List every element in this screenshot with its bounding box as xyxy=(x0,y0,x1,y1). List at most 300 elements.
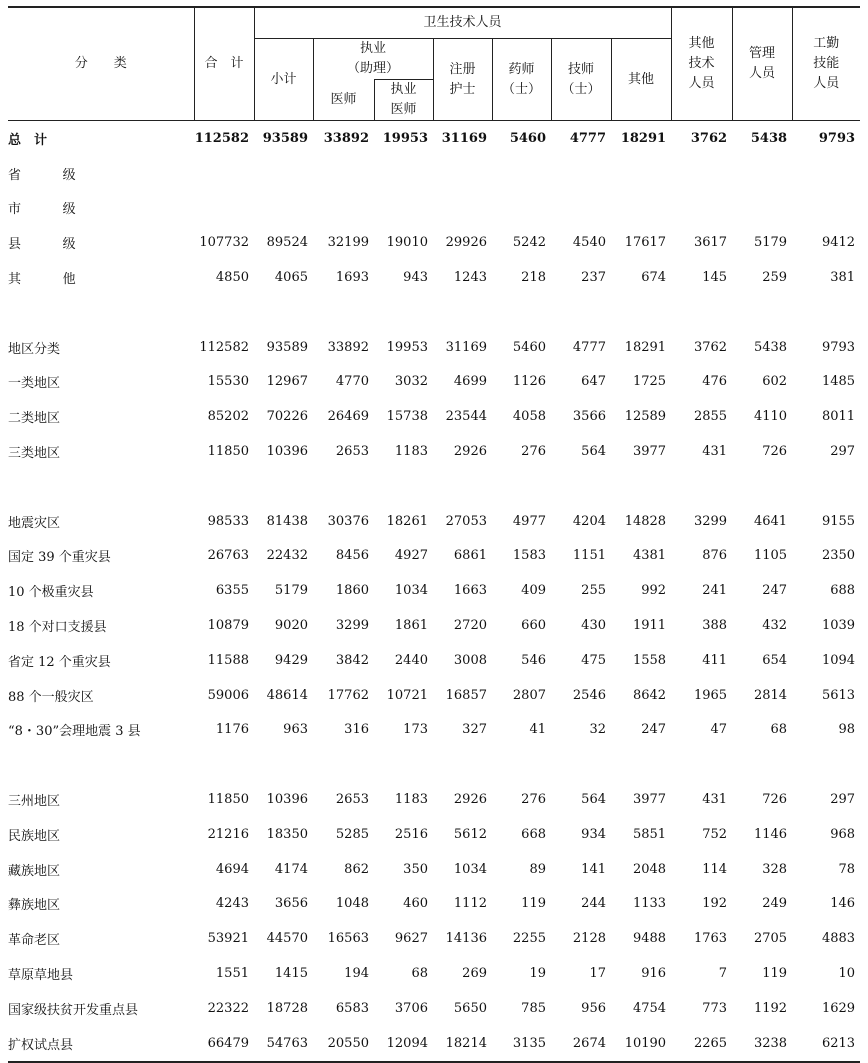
row-value xyxy=(194,747,254,782)
row-value: 4058 xyxy=(512,409,546,425)
row-value: 218 xyxy=(521,270,546,286)
row-value: 70226 xyxy=(266,409,308,425)
row-value: 27053 xyxy=(445,513,487,529)
row-value: 5438 xyxy=(750,130,788,146)
row-value: 2255 xyxy=(512,931,546,947)
row-value xyxy=(611,156,671,191)
row-value: 328 xyxy=(762,861,788,877)
row-value: 785 xyxy=(521,1000,546,1016)
row-value xyxy=(313,191,374,226)
row-value: 146 xyxy=(830,896,856,912)
row-value: 93589 xyxy=(266,339,308,355)
row-value: 4540 xyxy=(572,235,606,251)
row-label: 藏族地区 xyxy=(8,863,61,879)
row-value: 2350 xyxy=(821,548,856,564)
row-value: 2926 xyxy=(453,444,487,460)
row-value: 4110 xyxy=(753,409,788,425)
row-value: 244 xyxy=(581,896,606,912)
row-label: 扩权试点县 xyxy=(8,1026,194,1062)
row-value: 6213 xyxy=(792,1026,860,1062)
row-value: 350 xyxy=(403,861,428,877)
row-value: 2926 xyxy=(453,792,487,808)
row-value: 8456 xyxy=(335,548,369,564)
row-value: 1583 xyxy=(512,548,546,564)
row-value: 668 xyxy=(521,826,546,842)
row-value: 5460 xyxy=(512,339,546,355)
header-other: 其他 xyxy=(611,39,671,121)
row-value: 2855 xyxy=(693,409,728,425)
row-value: 674 xyxy=(641,270,667,286)
row-value xyxy=(254,747,313,782)
row-value: 773 xyxy=(702,1000,728,1016)
row-value: 2674 xyxy=(551,1026,611,1062)
row-value: 89 xyxy=(529,861,546,877)
row-value: 431 xyxy=(702,792,728,808)
row-label: 其 他 xyxy=(8,272,90,288)
row-value xyxy=(254,295,313,330)
row-value xyxy=(194,469,254,504)
row-value: 29926 xyxy=(445,235,487,251)
row-value: 269 xyxy=(462,966,487,982)
row-value: 3299 xyxy=(335,618,369,634)
row-value: 564 xyxy=(581,444,606,460)
row-label: 国定 39 个重灾县 xyxy=(8,550,111,566)
row-value: 2048 xyxy=(632,861,667,877)
row-value: 18261 xyxy=(386,513,428,529)
row-value: 4204 xyxy=(572,513,606,529)
row-value: 114 xyxy=(702,861,728,877)
row-label: 彝族地区 xyxy=(8,898,61,914)
row-value: 9412 xyxy=(821,235,856,251)
row-value: 22322 xyxy=(207,1000,249,1016)
row-value: 31169 xyxy=(445,339,487,355)
row-value: 18350 xyxy=(266,826,308,842)
table-row xyxy=(8,330,860,365)
row-value: 3617 xyxy=(693,235,728,251)
row-value: 388 xyxy=(702,618,728,634)
row-value: 5438 xyxy=(753,339,788,355)
row-value: 297 xyxy=(830,444,856,460)
row-value: 119 xyxy=(521,896,546,912)
row-value: 1663 xyxy=(453,583,487,599)
row-value xyxy=(732,156,792,191)
row-value xyxy=(671,469,732,504)
row-label: 革命老区 xyxy=(8,933,61,949)
row-value: 968 xyxy=(830,826,856,842)
row-value: 276 xyxy=(521,792,546,808)
row-value xyxy=(433,191,492,226)
row-value: 9488 xyxy=(632,931,667,947)
row-value: 1034 xyxy=(453,861,487,877)
row-value: 1693 xyxy=(335,270,369,286)
row-value: 2516 xyxy=(394,826,428,842)
row-value: 12589 xyxy=(624,409,667,425)
row-value: 6861 xyxy=(453,548,487,564)
row-value: 17617 xyxy=(624,235,667,251)
row-value: 862 xyxy=(344,861,369,877)
row-value: 5179 xyxy=(753,235,788,251)
row-value: 192 xyxy=(702,896,728,912)
row-value xyxy=(194,295,254,330)
row-value: 145 xyxy=(702,270,728,286)
row-value: 15738 xyxy=(386,409,428,425)
row-value: 7 xyxy=(718,966,728,982)
row-value: 660 xyxy=(521,618,546,634)
row-value: 10396 xyxy=(266,792,308,808)
row-value: 432 xyxy=(762,618,788,634)
row-value xyxy=(792,469,860,504)
row-label: 总 计 xyxy=(8,132,48,148)
row-value: 3977 xyxy=(632,444,667,460)
row-value: 85202 xyxy=(207,409,249,425)
row-value: 726 xyxy=(762,444,788,460)
row-value: 18214 xyxy=(433,1026,492,1062)
row-label: 民族地区 xyxy=(8,828,61,844)
table-row xyxy=(8,782,860,817)
header-health-tech: 卫生技术人员 xyxy=(254,7,671,39)
row-value: 3135 xyxy=(492,1026,551,1062)
row-value: 2546 xyxy=(572,687,606,703)
row-value: 1243 xyxy=(453,270,487,286)
row-value xyxy=(551,295,611,330)
row-value: 1105 xyxy=(753,548,788,564)
row-value: 14136 xyxy=(445,931,487,947)
row-value xyxy=(611,295,671,330)
row-value xyxy=(374,191,433,226)
row-value: 4694 xyxy=(215,861,249,877)
row-label: 二类地区 xyxy=(8,411,61,427)
row-value: 4883 xyxy=(821,931,856,947)
row-value xyxy=(313,469,374,504)
row-value: 4243 xyxy=(215,896,249,912)
row-value: 8011 xyxy=(821,409,856,425)
row-value xyxy=(492,747,551,782)
table-row xyxy=(8,678,860,713)
row-value: 381 xyxy=(830,270,856,286)
row-value: 241 xyxy=(702,583,728,599)
row-value: 26469 xyxy=(327,409,369,425)
row-value: 9793 xyxy=(821,339,856,355)
row-value: 17 xyxy=(589,966,606,982)
row-value: 15530 xyxy=(207,374,249,390)
header-category: 分 类 xyxy=(8,7,194,121)
row-value: 19953 xyxy=(386,339,428,355)
row-value: 9793 xyxy=(818,130,856,146)
row-value xyxy=(611,191,671,226)
row-value: 20550 xyxy=(313,1026,374,1062)
row-value: 4754 xyxy=(632,1000,667,1016)
row-value: 4777 xyxy=(572,339,606,355)
row-label: 88 个一般灾区 xyxy=(8,689,94,705)
table-row xyxy=(8,643,860,678)
row-value: 411 xyxy=(702,652,728,668)
row-value: 12094 xyxy=(374,1026,433,1062)
row-value: 68 xyxy=(411,966,428,982)
row-value: 32 xyxy=(589,722,606,738)
row-value xyxy=(611,747,671,782)
row-value: 752 xyxy=(702,826,728,842)
row-value xyxy=(374,295,433,330)
health-staff-table xyxy=(8,6,860,1063)
row-value xyxy=(551,191,611,226)
row-value: 6583 xyxy=(335,1000,369,1016)
row-value: 647 xyxy=(581,374,606,390)
row-value: 31169 xyxy=(441,130,487,146)
row-value: 1558 xyxy=(632,652,667,668)
row-value: 430 xyxy=(581,618,606,634)
row-value: 112582 xyxy=(199,339,249,355)
row-value: 1861 xyxy=(394,618,428,634)
table-row xyxy=(8,504,860,539)
row-value: 1183 xyxy=(394,792,428,808)
row-value: 141 xyxy=(581,861,606,877)
row-value: 10 xyxy=(838,966,856,982)
row-value: 5460 xyxy=(509,130,546,146)
row-value: 2265 xyxy=(671,1026,732,1062)
row-value: 173 xyxy=(403,722,428,738)
row-value: 297 xyxy=(830,792,856,808)
row-value: 98 xyxy=(838,722,856,738)
table-row xyxy=(8,365,860,400)
row-value: 963 xyxy=(283,722,308,738)
row-value xyxy=(732,295,792,330)
header-nurse: 注册 护士 xyxy=(433,39,492,121)
row-value xyxy=(313,747,374,782)
table-row xyxy=(8,156,860,191)
row-value: 19010 xyxy=(386,235,428,251)
row-value: 10721 xyxy=(386,687,428,703)
row-value: 21216 xyxy=(207,826,249,842)
row-value xyxy=(254,191,313,226)
row-value: 1039 xyxy=(821,618,856,634)
row-value: 1629 xyxy=(821,1000,856,1016)
row-value: 11850 xyxy=(207,792,249,808)
row-value: 18291 xyxy=(620,130,667,146)
row-value: 5851 xyxy=(632,826,667,842)
row-value: 112582 xyxy=(194,130,249,146)
row-value: 1415 xyxy=(274,966,308,982)
row-value: 12967 xyxy=(266,374,308,390)
row-value: 16563 xyxy=(327,931,369,947)
header-technician: 技师 （士） xyxy=(551,39,611,121)
row-value xyxy=(492,156,551,191)
row-value: 476 xyxy=(702,374,728,390)
row-value: 1485 xyxy=(821,374,856,390)
row-value: 5613 xyxy=(821,687,856,703)
row-value: 33892 xyxy=(323,130,369,146)
row-value: 1763 xyxy=(693,931,728,947)
header-practicing: 执业 （助理） xyxy=(313,39,433,80)
row-value: 5179 xyxy=(274,583,308,599)
row-value: 18728 xyxy=(266,1000,308,1016)
row-value xyxy=(792,295,860,330)
row-value: 3762 xyxy=(693,339,728,355)
row-value xyxy=(732,747,792,782)
table-row xyxy=(8,713,860,748)
row-label: “8・30”会理地震 3 县 xyxy=(8,724,141,740)
row-value: 1911 xyxy=(632,618,667,634)
row-value: 4699 xyxy=(453,374,487,390)
row-value xyxy=(671,191,732,226)
row-value: 1965 xyxy=(693,687,728,703)
row-value: 41 xyxy=(529,722,546,738)
row-value: 107732 xyxy=(199,235,249,251)
row-label: 县 级 xyxy=(8,237,90,253)
row-value: 1146 xyxy=(753,826,788,842)
row-value xyxy=(551,469,611,504)
row-value: 32199 xyxy=(327,235,369,251)
table-row xyxy=(8,817,860,852)
row-value: 78 xyxy=(838,861,856,877)
row-value xyxy=(433,469,492,504)
row-value: 276 xyxy=(521,444,546,460)
row-value xyxy=(732,191,792,226)
row-value: 602 xyxy=(762,374,788,390)
row-value: 4174 xyxy=(274,861,308,877)
row-value: 5242 xyxy=(512,235,546,251)
row-label: 三州地区 xyxy=(8,794,61,810)
row-value: 4770 xyxy=(335,374,369,390)
row-value: 409 xyxy=(521,583,546,599)
row-value: 44570 xyxy=(266,931,308,947)
row-value: 10190 xyxy=(611,1026,671,1062)
row-value: 3977 xyxy=(632,792,667,808)
row-value xyxy=(492,469,551,504)
row-value: 1112 xyxy=(453,896,487,912)
row-label: 一类地区 xyxy=(8,376,61,392)
row-value: 934 xyxy=(581,826,606,842)
row-value: 23544 xyxy=(445,409,487,425)
row-label: 三类地区 xyxy=(8,446,61,462)
row-value: 11588 xyxy=(207,652,249,668)
row-value: 81438 xyxy=(266,513,308,529)
table-row xyxy=(8,1026,860,1062)
row-value: 53921 xyxy=(207,931,249,947)
row-value: 249 xyxy=(762,896,788,912)
header-admin: 管理 人员 xyxy=(732,7,792,121)
table-row xyxy=(8,991,860,1026)
row-value xyxy=(433,747,492,782)
row-value: 956 xyxy=(581,1000,606,1016)
row-value: 30376 xyxy=(327,513,369,529)
header-practicing-doctor: 执业 医师 xyxy=(374,80,433,121)
row-value: 59006 xyxy=(207,687,249,703)
row-value xyxy=(792,191,860,226)
row-value: 4381 xyxy=(632,548,667,564)
row-value: 237 xyxy=(581,270,606,286)
row-value: 26763 xyxy=(207,548,249,564)
row-value: 460 xyxy=(403,896,428,912)
row-value: 3656 xyxy=(274,896,308,912)
row-value: 22432 xyxy=(266,548,308,564)
row-value: 2814 xyxy=(753,687,788,703)
row-value xyxy=(551,156,611,191)
row-value xyxy=(792,747,860,782)
row-value: 1725 xyxy=(632,374,667,390)
row-value: 2128 xyxy=(572,931,606,947)
row-value xyxy=(433,295,492,330)
row-value: 33892 xyxy=(327,339,369,355)
row-value: 16857 xyxy=(445,687,487,703)
row-value: 19 xyxy=(529,966,546,982)
row-value: 3238 xyxy=(732,1026,792,1062)
header-subtotal: 小计 xyxy=(254,39,313,121)
row-value: 3706 xyxy=(394,1000,428,1016)
row-value: 5612 xyxy=(453,826,487,842)
row-value xyxy=(792,156,860,191)
row-value: 3566 xyxy=(572,409,606,425)
row-value xyxy=(374,156,433,191)
table-row xyxy=(8,956,860,991)
row-label xyxy=(8,469,194,504)
table-row xyxy=(8,747,860,782)
row-value: 247 xyxy=(641,722,667,738)
table-row xyxy=(8,434,860,469)
row-value xyxy=(254,469,313,504)
row-value: 4777 xyxy=(569,130,606,146)
table-row xyxy=(8,191,860,226)
row-value: 48614 xyxy=(266,687,308,703)
row-value: 1133 xyxy=(632,896,667,912)
row-value: 2653 xyxy=(335,792,369,808)
row-value: 943 xyxy=(403,270,428,286)
table-row xyxy=(8,295,860,330)
row-value: 4065 xyxy=(274,270,308,286)
row-value: 98533 xyxy=(207,513,249,529)
table-row xyxy=(8,469,860,504)
row-value: 688 xyxy=(830,583,856,599)
row-value xyxy=(374,747,433,782)
row-value: 9155 xyxy=(821,513,856,529)
row-value: 1034 xyxy=(394,583,428,599)
row-label: 省 级 xyxy=(8,167,90,183)
table-row xyxy=(8,921,860,956)
row-value xyxy=(551,747,611,782)
row-label xyxy=(8,747,194,782)
row-value: 5285 xyxy=(335,826,369,842)
row-value xyxy=(313,295,374,330)
row-value xyxy=(492,295,551,330)
row-label: 地区分类 xyxy=(8,341,61,357)
row-label: 18 个对口支援县 xyxy=(8,620,107,636)
row-value: 2720 xyxy=(453,618,487,634)
row-value: 1176 xyxy=(215,722,249,738)
row-value: 1551 xyxy=(215,966,249,982)
row-value: 5650 xyxy=(453,1000,487,1016)
row-value: 1048 xyxy=(335,896,369,912)
row-value: 4927 xyxy=(394,548,428,564)
table-row xyxy=(8,225,860,260)
row-value xyxy=(492,191,551,226)
row-value: 564 xyxy=(581,792,606,808)
row-value: 93589 xyxy=(262,130,308,146)
row-value xyxy=(671,295,732,330)
row-value: 14828 xyxy=(624,513,667,529)
row-value: 10396 xyxy=(266,444,308,460)
row-value: 9020 xyxy=(274,618,308,634)
row-value: 68 xyxy=(770,722,788,738)
table-row xyxy=(8,121,860,156)
row-value: 726 xyxy=(762,792,788,808)
row-value: 327 xyxy=(462,722,487,738)
table-row xyxy=(8,852,860,887)
row-value: 1183 xyxy=(394,444,428,460)
row-value: 9429 xyxy=(274,652,308,668)
row-label: 国家级扶贫开发重点县 xyxy=(8,1002,139,1018)
row-value: 4977 xyxy=(512,513,546,529)
row-value: 47 xyxy=(710,722,728,738)
row-value xyxy=(374,469,433,504)
